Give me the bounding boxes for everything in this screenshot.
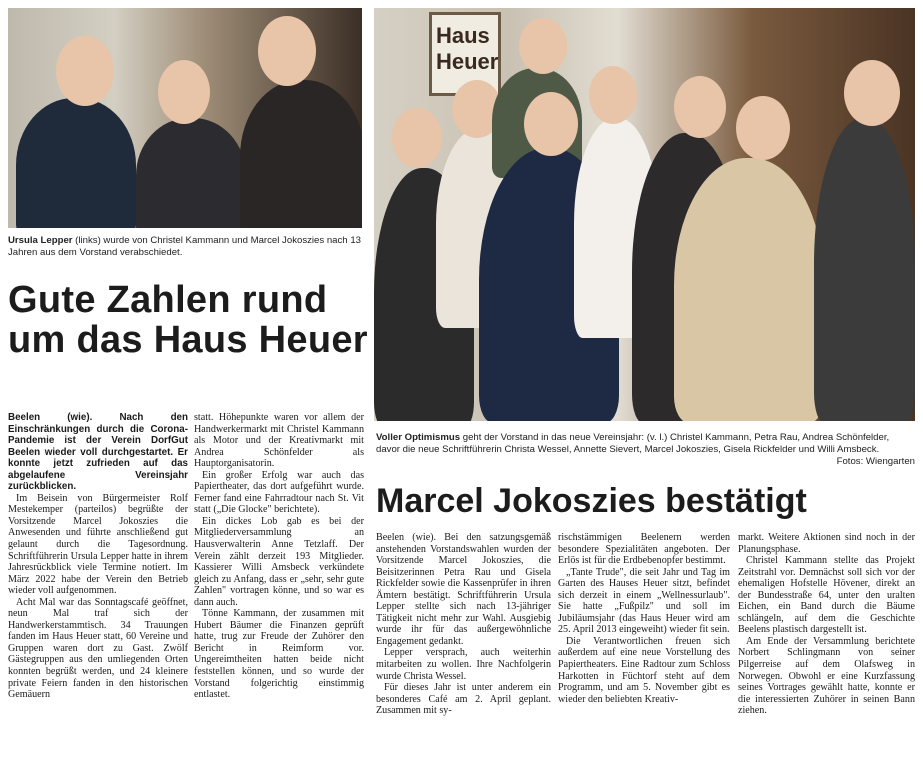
head-f [674, 76, 726, 138]
photo-left [8, 8, 362, 228]
person-1 [16, 98, 136, 228]
person-3 [240, 80, 362, 228]
paragraph: Ein großer Erfolg war auch das Papiertheater, das dort aufgeführt wurde. Ferner fand eine Fahrradtour nach St. Vit statt („Die Glocke" berichtete). [194, 469, 364, 516]
head-e [589, 66, 637, 124]
caption-right-lead: Voller Optimismus [376, 432, 461, 443]
headline-article-2: Marcel Jokoszies bestätigt [376, 482, 807, 520]
haus-heuer-sign: Haus Heuer [429, 12, 501, 96]
article-2-column-2 [558, 532, 730, 705]
person-2 [136, 118, 246, 228]
paragraph: Christel Kammann stellte das Projekt Zeitstrahl vor. Demnächst soll sich vor der ehemaligen Hofstelle Hövener, direkt an der Bundesstraße 64, unter den uralten Eichen, ein Band durch die Bäume schlängeln, auf dem die Geschichte Beelens plastisch dargestellt ist. [738, 555, 915, 636]
caption-right-text: geht der Vorstand in das neue Vereinsjahr: (v. l.) Christel Kammann, Petra Rau, Andrea Schönfelder, davor die neue Schriftführerin Christa Wessel, Annette Sievert, Marcel Jokoszies, Gisela Rickfelder und Willi Amsbeck. [376, 432, 890, 455]
person-h [814, 118, 915, 421]
article-1-column-2 [194, 412, 364, 701]
caption-right [376, 432, 915, 455]
person-g [674, 158, 824, 421]
paragraph: Lepper versprach, auch weiterhin mitarbeiten zu wollen. Ihre Nachfolgerin wurde Christa Wessel. [376, 647, 551, 682]
article-2-column-1 [376, 532, 551, 717]
headline-article-1: Gute Zahlen rund um das Haus Heuer [8, 279, 368, 361]
head-3 [258, 16, 316, 86]
article-1-column-1 [8, 412, 188, 701]
paragraph: Am Ende der Versammlung berichtete Norbert Schlingmann von seiner Pilgerreise auf dem Olafsweg in Norwegen. Obwohl er eine Kurzfassung seines Vortrages gewählt hatte, konnte er die interessierten Zuhörer in seinen Bann ziehen. [738, 635, 915, 717]
paragraph: markt. Weitere Aktionen sind noch in der Planungsphase. [738, 532, 915, 555]
paragraph: „Tante Trude", die seit Jahr und Tag im Garten des Hauses Heuer sitzt, befindet sich derzeit in einem „Wellnessurlaub". Sie hatte „Fußpilz" und soll im Jubiläumsjahr (das Haus Heuer wird am 25. April 2013 eingeweiht) wieder fit sein. [558, 566, 730, 636]
paragraph: statt. Höhepunkte waren vor allem der Handwerkermarkt mit Christel Kammann als Motor und der Kreativmarkt mit Andrea Schönfelder als Hauptorganisatorin. [194, 412, 364, 470]
paragraph: Tönne Kammann, der zusammen mit Hubert Bäumer die Finanzen geprüft hatte, trug zur Freude der Zuhörer den Bericht in Reimform vor. Ungereimtheiten hatten beide nicht feststellen können, und so wurde der Vorstand folgerichtig einstimmig entlastet. [194, 608, 364, 701]
head-2 [158, 60, 210, 124]
head-d [524, 92, 578, 156]
head-h [844, 60, 900, 126]
paragraph: Im Beisein von Bürgermeister Rolf Mestekemper (parteilos) begrüßte der Vorsitzende Marcel Jokoszies die Anwesenden und führte anschließend gut gelaunt durch die Tagesordnung. Schriftführerin Ursula Lepper hatte in ihrem Jahresrückblick viele Termine notiert. Im März 2022 habe der Verein den Betrieb wieder voll aufgenommen. [8, 492, 188, 597]
photo-credit: Fotos: Wiengarten [836, 456, 915, 467]
paragraph: Die Verantwortlichen freuen sich außerdem auf eine neue Vorstellung des Papiertheaters. Eine Radtour zum Schloss Harkotten in Füchtorf steht auf dem Programm, und am 5. November gibt es wieder den beliebten Kreativ- [558, 635, 730, 705]
head-a [392, 108, 442, 168]
article-1-lead: Beelen (wie). Nach den Einschränkungen durch die Corona-Pandemie ist der Verein DorfGut Beelen wieder voll durchgestartet. Er konnte jetzt zufrieden auf das abgelaufene Vereinsjahr zurückblicken. [8, 412, 188, 493]
head-1 [56, 36, 114, 106]
head-c [519, 18, 567, 74]
paragraph: Für dieses Jahr ist unter anderem ein besonderes Café am 2. April geplant. Zusammen mit sy- [376, 682, 551, 717]
paragraph: Beelen (wie). Bei den satzungsgemäß anstehenden Vorstandswahlen wurden der Vorsitzende Marcel Jokoszies, die Beisitzerinnen Petra Rau und Gisela Rickfelder sowie die Kassenprüfer in ihren Ämtern bestätigt. Schriftführerin Ursula Lepper stellte sich nach 13-jähriger Tätigkeit nicht mehr zur Wahl. Ausgiebig wurde ihr für das außergewöhnliche Engagement gedankt. [376, 532, 551, 647]
paragraph: Acht Mal war das Sonntagscafé geöffnet, neun Mal traf sich der Handwerkerstammtisch. 34 Trauungen fanden im Haus Heuer statt, 60 Vereine und Gruppen waren dort zu Gast. Zwölf Gästegruppen aus den umliegenden Orten konnten begrüßt werden, und 24 kleinere private Feiern fanden in den historischen Gemäuern [8, 596, 188, 701]
head-g [736, 96, 790, 160]
caption-left-name: Ursula Lepper [8, 235, 73, 246]
caption-left-text: (links) wurde von Christel Kammann und Marcel Jokoszies nach 13 Jahren aus dem Vorstand verabschiedet. [8, 235, 361, 258]
paragraph: rischstämmigen Beelenern werden besondere Spezialitäten angeboten. Der Erlös ist für die Erdbebenopfer bestimmt. [558, 532, 730, 567]
photo-right [374, 8, 915, 421]
paragraph: Ein dickes Lob gab es bei der Mitgliederversammlung an Hausverwalterin Anne Tetzlaff. Der Verein zählt derzeit 193 Mitglieder. Kassierer Willi Amsbeck verkündete gleich zu Anfang, dass er „sehr, sehr gute Zahlen" vortragen könne, und so war es dann auch. [194, 515, 364, 608]
caption-left [8, 235, 362, 258]
article-2-column-3 [738, 532, 915, 717]
